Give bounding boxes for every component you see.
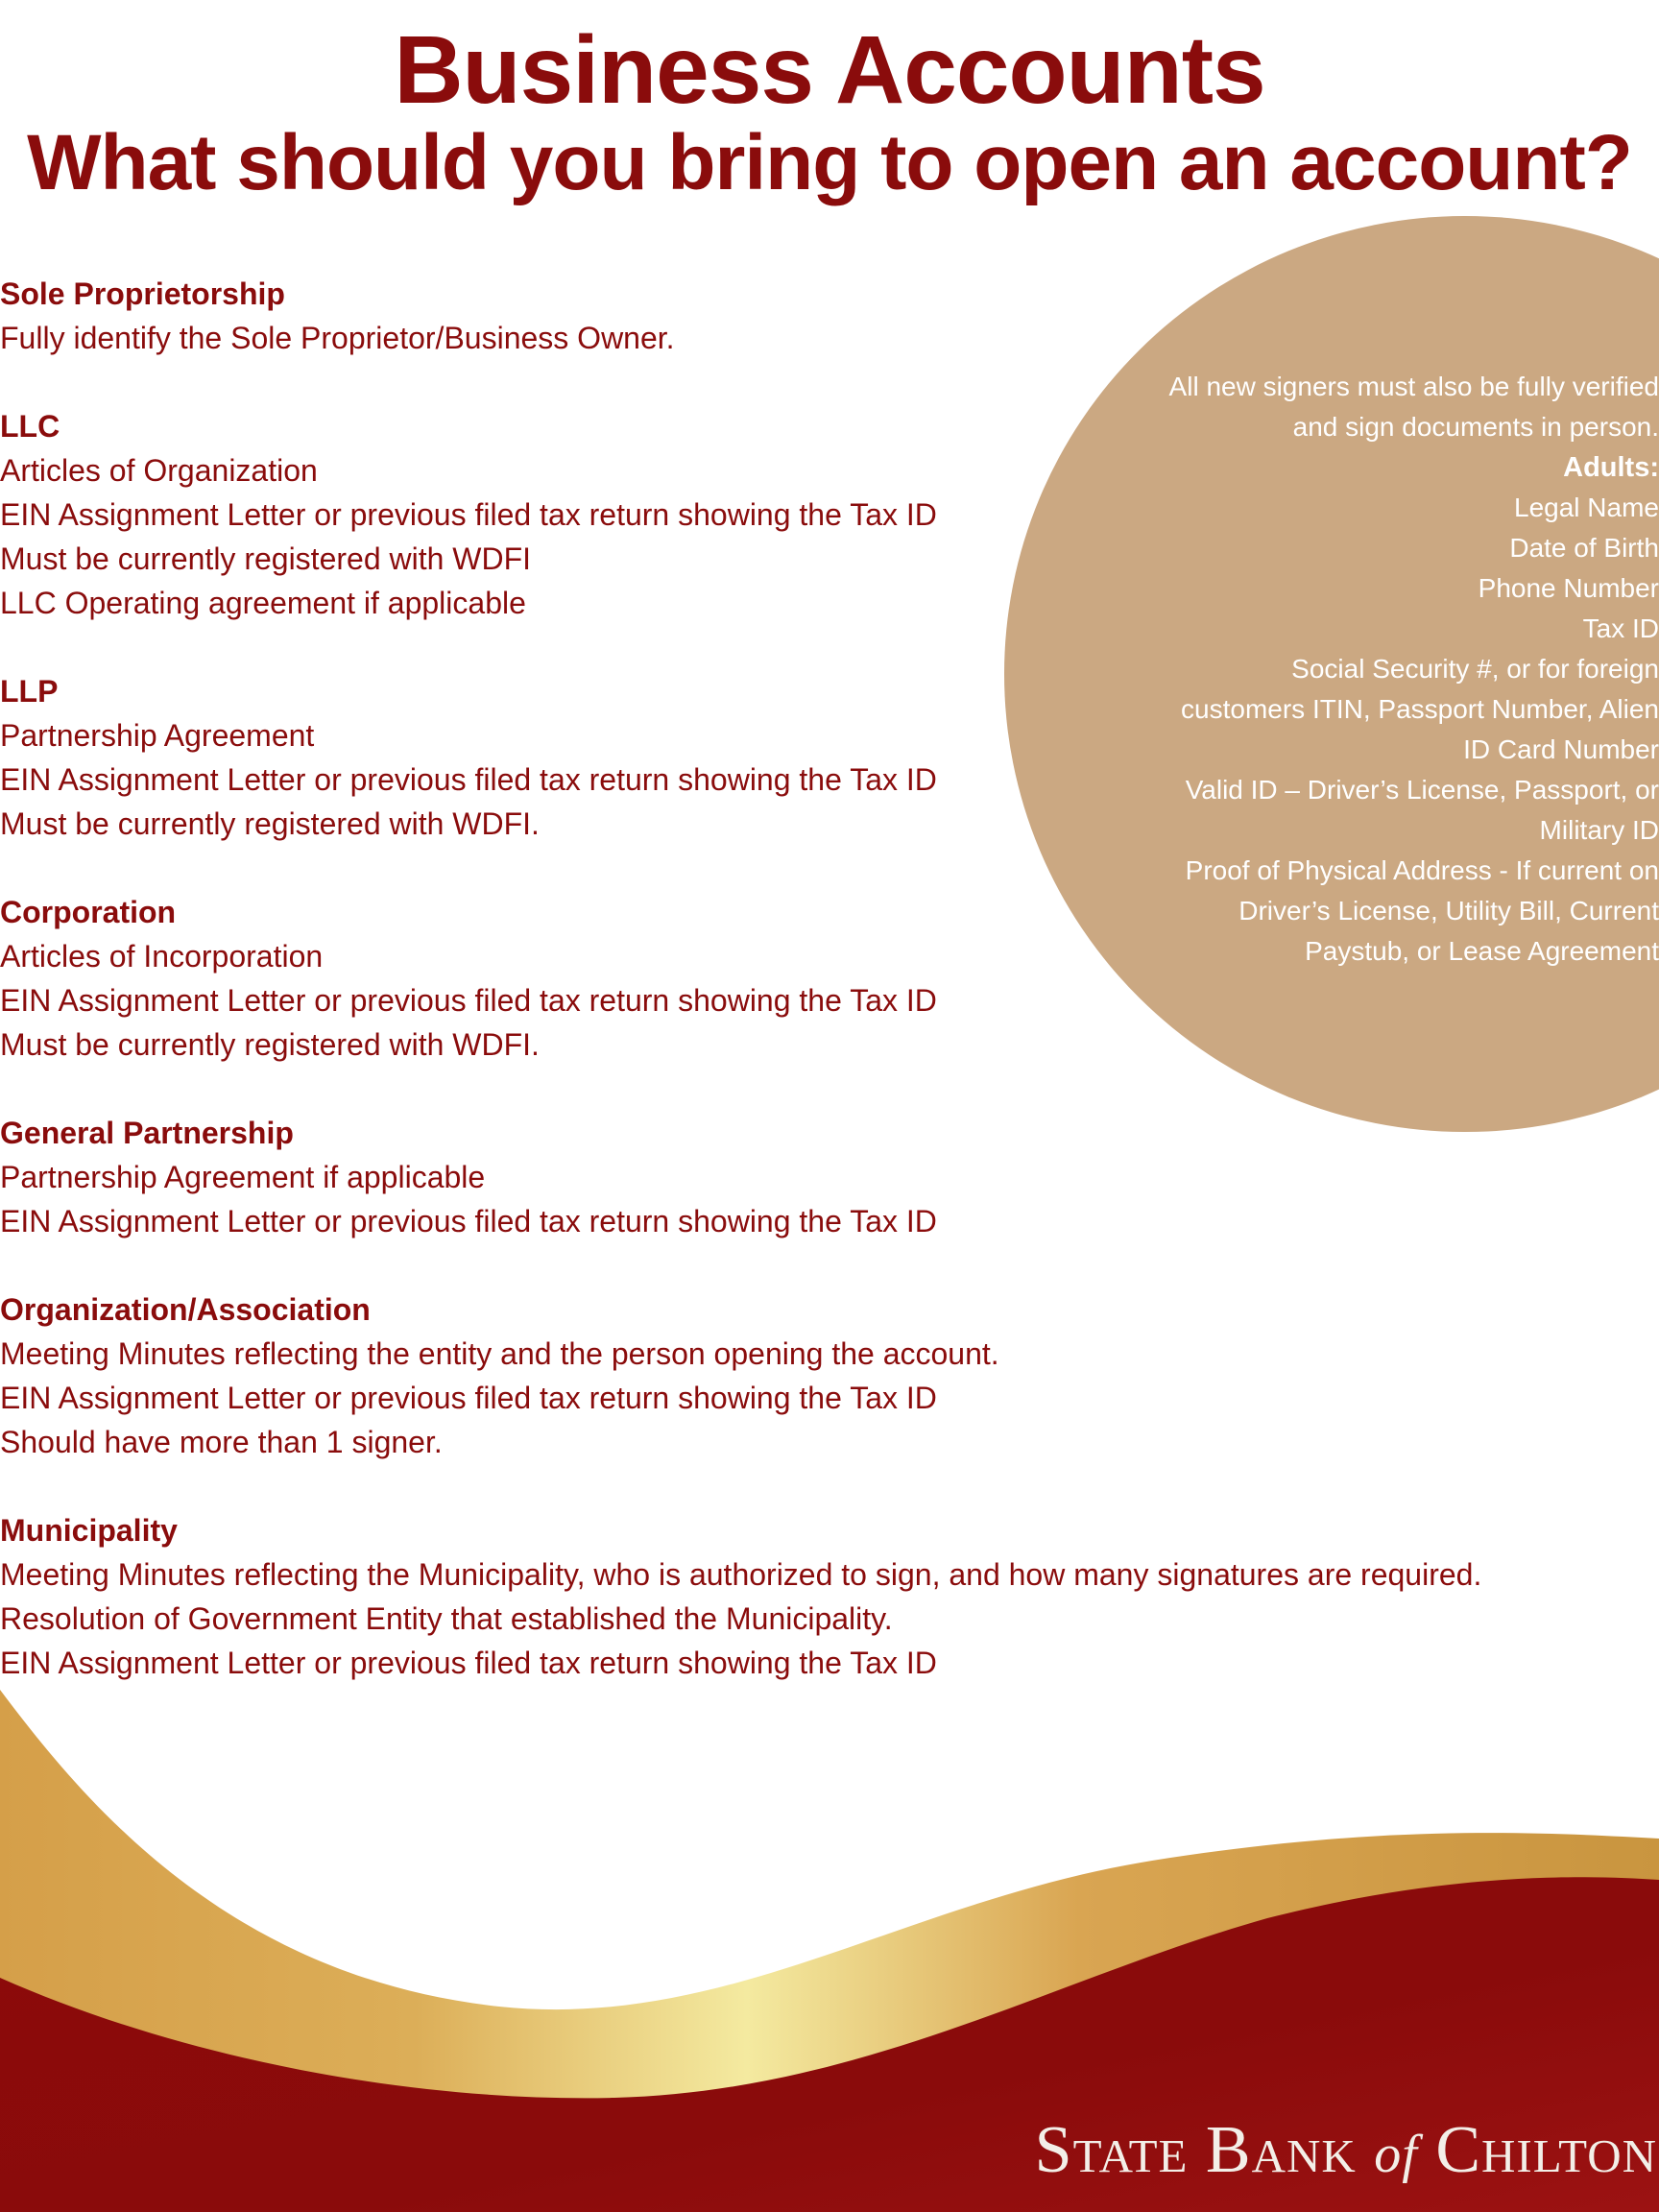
bank-logo-wordmark: [1035, 2112, 1657, 2193]
requirement-item: EIN Assignment Letter or previous filed tax return showing the Tax ID: [0, 1381, 937, 1415]
section-heading: Corporation: [0, 895, 177, 929]
bank-name-part: State Bank: [1034, 2113, 1357, 2187]
adult-requirement-item: Date of Birth: [1509, 533, 1659, 563]
adults-heading: Adults:: [1563, 452, 1659, 483]
requirement-item: Must be currently registered with WDFI: [0, 541, 532, 576]
adult-requirement-item: Phone Number: [1478, 573, 1659, 603]
signer-intro-line: and sign documents in person.: [1292, 412, 1659, 442]
requirement-item: Articles of Incorporation: [0, 939, 324, 974]
requirement-item: Should have more than 1 signer.: [0, 1425, 443, 1459]
adult-requirement-item: Paystub, or Lease Agreement: [1305, 936, 1659, 966]
requirement-section: [0, 1287, 1594, 1464]
signer-intro-line: All new signers must also be fully verified: [1168, 372, 1659, 401]
requirement-section: [0, 1111, 1594, 1243]
adult-requirement-list: [1004, 488, 1659, 972]
requirement-item: EIN Assignment Letter or previous filed tax return showing the Tax ID: [0, 1646, 937, 1680]
adult-requirement-item: Legal Name: [1514, 493, 1659, 522]
section-heading: LLC: [0, 409, 60, 444]
section-heading: LLP: [0, 674, 59, 709]
requirement-item: Resolution of Government Entity that established the Municipality.: [0, 1601, 893, 1636]
adult-requirement-item: customers ITIN, Passport Number, Alien: [1181, 694, 1659, 724]
adult-requirement-item: Tax ID: [1582, 613, 1659, 643]
requirement-item: Partnership Agreement: [0, 718, 315, 753]
bank-name-part: of: [1374, 2125, 1418, 2184]
adult-requirement-item: ID Card Number: [1463, 734, 1659, 764]
requirement-item: EIN Assignment Letter or previous filed tax return showing the Tax ID: [0, 983, 937, 1018]
page-subtitle: What should you bring to open an account?: [27, 119, 1632, 206]
bank-name-part: Chilton: [1435, 2113, 1657, 2187]
requirement-item: Meeting Minutes reflecting the Municipality, who is authorized to sign, and how many signatures are required.: [0, 1557, 1482, 1592]
adult-requirement-item: Driver’s License, Utility Bill, Current: [1238, 896, 1659, 926]
requirement-item: Partnership Agreement if applicable: [0, 1160, 486, 1194]
adult-requirement-item: Social Security #, or for foreign: [1291, 654, 1659, 684]
requirement-item: Fully identify the Sole Proprietor/Business Owner.: [0, 321, 675, 355]
adult-requirement-item: Military ID: [1539, 815, 1659, 845]
section-heading: Municipality: [0, 1513, 178, 1548]
signer-requirements: [1004, 367, 1659, 972]
requirement-item: Meeting Minutes reflecting the entity and the person opening the account.: [0, 1336, 999, 1371]
requirement-item: Must be currently registered with WDFI.: [0, 806, 540, 841]
requirement-section: [0, 1508, 1594, 1685]
section-heading: Sole Proprietorship: [0, 276, 285, 311]
requirement-item: EIN Assignment Letter or previous filed tax return showing the Tax ID: [0, 497, 937, 532]
requirement-item: LLC Operating agreement if applicable: [0, 586, 526, 620]
requirement-item: EIN Assignment Letter or previous filed tax return showing the Tax ID: [0, 1204, 937, 1238]
requirement-item: Articles of Organization: [0, 453, 318, 488]
page-title: Business Accounts: [394, 16, 1265, 124]
requirement-section: [0, 272, 1594, 360]
adult-requirement-item: Proof of Physical Address - If current on: [1185, 855, 1659, 885]
section-heading: General Partnership: [0, 1116, 294, 1150]
adult-requirement-item: Valid ID – Driver’s License, Passport, or: [1185, 775, 1659, 805]
requirement-item: Must be currently registered with WDFI.: [0, 1027, 540, 1062]
requirement-item: EIN Assignment Letter or previous filed tax return showing the Tax ID: [0, 762, 937, 797]
section-heading: Organization/Association: [0, 1292, 371, 1327]
